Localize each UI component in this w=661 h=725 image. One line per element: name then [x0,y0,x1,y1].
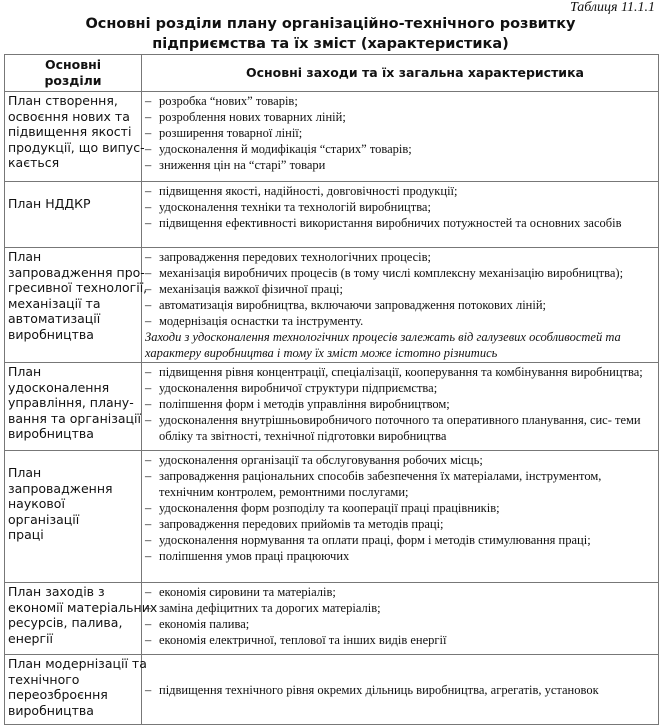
table-number: Таблиця 11.1.1 [569,0,655,15]
measure-item: – розробка “нових” товарів; [145,93,656,109]
measure-item: – економія електричної, теплової та інших видів енергії [145,632,656,648]
section-name [5,583,158,655]
table-title-line-1: Основні розділи плану організаційно-технічного розвитку [85,16,576,32]
section-name [5,92,145,182]
header-sections-line: розділи [44,73,102,88]
measure-item: – удосконалення техніки та технологій виробництва; [145,199,656,215]
measures-cell [142,451,659,583]
measures-cell [142,363,659,451]
measure-item: – запровадження передових технологічних процесів; [145,249,656,265]
table-row [5,92,659,182]
measure-item: – економія палива; [145,616,656,632]
measure-item: – розроблення нових товарних ліній; [145,109,656,125]
plan-sections-table [4,54,659,725]
section-name-line: ресурсів, палива, [8,615,123,630]
measures-list [145,584,656,648]
measure-item: – поліпшення умов праці працюючих [145,548,656,564]
section-name-line: переозброєння [8,687,108,702]
section-name [5,248,148,363]
section-name [5,182,142,248]
section-name-line: кається [8,155,60,170]
section-name-line: вання та організації [8,410,141,426]
section-name-line: наукової [8,496,65,511]
measures-cell [142,182,659,248]
measure-item: – механізація виробничих процесів (в тому числі комплексну механізацію виробництва); [145,265,656,281]
table-row [5,583,659,655]
header-sections [5,55,142,92]
measure-item: – удосконалення виробничої структури підприємства; [145,380,656,396]
section-name-line: економії матеріальних [8,599,158,615]
section-name-line: виробництва [8,426,94,441]
measures-list [145,183,656,231]
measures-list [145,364,656,444]
measure-item: – запровадження раціональних способів забезпечення їх матеріалами, інструментом, технічним контролем, ремонтними послугами; [145,468,656,500]
section-name-line: праці [8,527,44,542]
section-name-line: запровадження [8,480,113,496]
section-name-line: удосконалення [8,379,110,395]
measure-item: – економія сировини та матеріалів; [145,584,656,600]
table-row [5,363,659,451]
section-name-line: автоматизації [8,311,101,326]
section-name-line: управління, плану- [8,395,134,410]
measure-item: – механізація важкої фізичної праці; [145,281,656,297]
section-name-line: механізації та [8,295,101,311]
measure-item: – поліпшення форм і методів управління виробництвом; [145,396,656,412]
section-name [5,451,142,583]
measures-list [145,452,656,564]
table-row [5,655,659,725]
section-name-line: продукції, що випус- [8,139,145,155]
measure-item: – автоматизація виробництва, включаючи запровадження потокових ліній; [145,297,656,313]
section-name-line: План створення, [8,93,118,108]
measures-cell [142,583,659,655]
section-name-line: виробництва [8,326,94,342]
section-name-line: План модернізації та [8,656,147,671]
measure-item: – запровадження передових прийомів та методів праці; [145,516,656,532]
table-title-line-2: підприємства та їх зміст (характеристика) [152,36,509,52]
measure-item: – підвищення технічного рівня окремих дільниць виробництва, агрегатів, установок [145,682,656,698]
header-measures: Основні заходи та їх загальна характеристика [142,55,659,92]
section-name-line: План [8,465,42,480]
measure-item: – зниження цін на “старі” товари [145,157,656,173]
measures-cell [142,248,659,363]
section-name [5,363,142,451]
measure-item: – удосконалення внутрішньовиробничого поточного та оперативного планування, сис- теми обліку та звітності, технічної підготовки виробництва [145,412,656,444]
measures-cell [142,92,659,182]
measure-item: – підвищення ефективності використання виробничих потужностей та основних засобів [145,215,656,231]
section-name [5,655,147,725]
section-name-line: План [8,364,42,379]
section-name-line: освоєння нових та [8,108,130,124]
measures-note: Заходи з удосконалення технологічних процесів залежать від галузевих особливостей та характеру виробництва і тому їх зміст може істотно різнитись [145,330,621,360]
section-name-line: організації [8,511,80,527]
measure-item: – підвищення рівня концентрації, спеціалізації, кооперування та комбінування виробництва; [145,364,656,380]
section-name-line: План [8,249,42,264]
measure-item: – удосконалення форм розподілу та кооперації праці працівників; [145,500,656,516]
table-row [5,451,659,583]
section-name-line: гресивної технології, [8,280,148,295]
section-name-line: енергії [8,630,54,646]
measures-cell [142,655,659,725]
section-name-line: підвищення якості [8,124,132,139]
header-sections-line: Основні [44,57,102,72]
measure-item: – удосконалення організації та обслуговування робочих місць; [145,452,656,468]
measure-item: – заміна дефіцитних та дорогих матеріалів; [145,600,656,616]
measures-list [145,249,656,329]
measure-item: – удосконалення нормування та оплати праці, форм і методів стимулювання праці; [145,532,656,548]
measure-item: – удосконалення й модифікація “старих” товарів; [145,141,656,157]
section-name-line: запровадження про- [8,264,145,280]
measures-list [145,93,656,173]
table-row [5,248,659,363]
table-row [5,182,659,248]
measure-item: – підвищення якості, надійності, довговічності продукції; [145,183,656,199]
table-header-row [5,55,659,92]
measure-item: – модернізація оснастки та інструменту. [145,313,656,329]
section-name-line: технічного [8,671,80,687]
section-name-line: План НДДКР [8,196,91,211]
table-title [0,14,661,54]
measure-item: – розширення товарної лінії; [145,125,656,141]
section-name-line: План заходів з [8,584,105,599]
section-name-line: виробництва [8,702,94,718]
measures-list [145,682,656,698]
